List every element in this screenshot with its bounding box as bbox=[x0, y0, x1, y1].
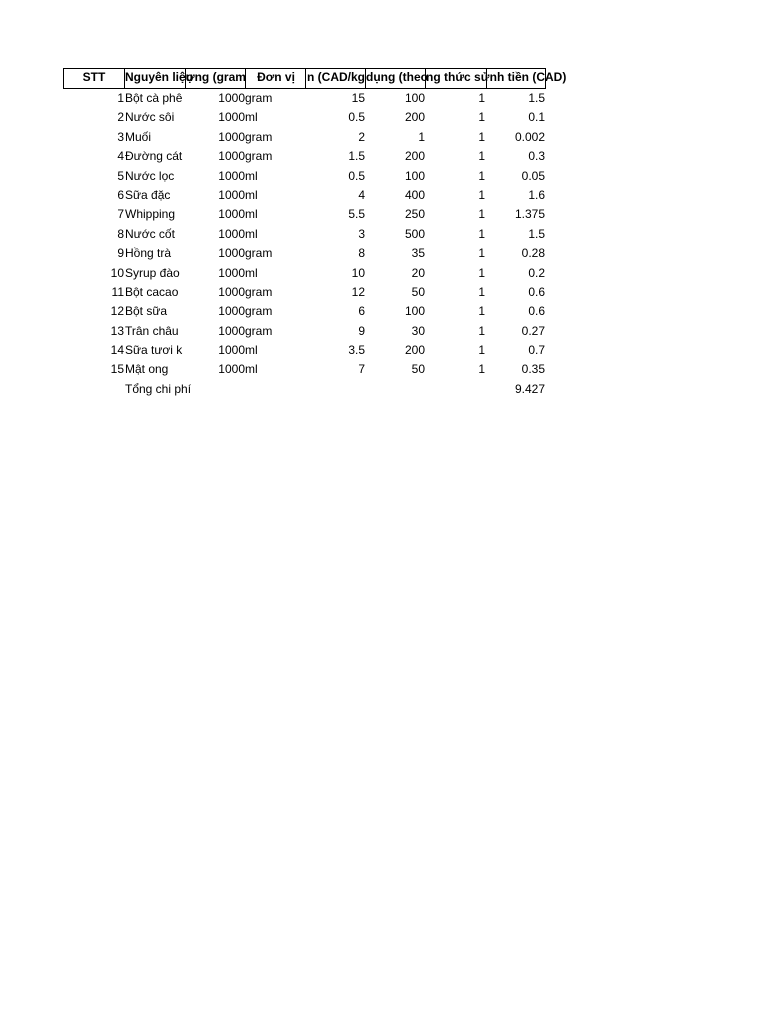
cell-cost: 1.5 bbox=[528, 91, 545, 105]
table-row bbox=[63, 108, 563, 127]
cell-price: 15 bbox=[351, 91, 365, 105]
cell-usage: 100 bbox=[404, 91, 425, 105]
cell-multiplier: 1 bbox=[478, 110, 485, 125]
cell-usage: 100 bbox=[404, 304, 425, 319]
cell-cost: 1.5 bbox=[528, 226, 545, 241]
cell-quantity: 1000 bbox=[218, 226, 245, 241]
cell-cost: 0.7 bbox=[528, 343, 545, 358]
cell-stt: 15 bbox=[110, 362, 124, 377]
cell-usage: 200 bbox=[404, 110, 425, 125]
cell-ingredient: Bột cà phê bbox=[125, 91, 183, 105]
table-row bbox=[63, 186, 563, 205]
cell-cost: 0.2 bbox=[528, 265, 545, 280]
cell-quantity: 1000 bbox=[218, 304, 245, 319]
cell-stt: 12 bbox=[110, 304, 124, 319]
cell-multiplier: 1 bbox=[478, 226, 485, 241]
header-multiplier: ng thức sử bbox=[425, 69, 487, 88]
cell-price: 7 bbox=[358, 362, 365, 377]
table-row bbox=[63, 167, 563, 186]
cell-unit: gram bbox=[245, 284, 273, 299]
cell-ingredient: Muối bbox=[125, 129, 152, 144]
cell-ingredient: Mật ong bbox=[125, 362, 169, 377]
total-value: 9.427 bbox=[514, 381, 545, 396]
cell-unit: ml bbox=[245, 168, 258, 183]
cell-cost: 0.35 bbox=[521, 362, 545, 377]
cell-ingredient: Bột sữa bbox=[125, 304, 168, 319]
cell-unit: gram bbox=[245, 246, 273, 261]
cell-multiplier: 1 bbox=[478, 284, 485, 299]
cell-stt: 7 bbox=[117, 207, 124, 222]
table-row bbox=[63, 360, 563, 379]
total-label: Tổng chi phí bbox=[125, 381, 192, 396]
cell-price: 1.5 bbox=[348, 149, 365, 164]
cell-multiplier: 1 bbox=[478, 129, 485, 144]
header-price: n (CAD/kg bbox=[305, 69, 366, 88]
cell-unit: gram bbox=[245, 304, 273, 319]
cell-ingredient: Sữa đặc bbox=[125, 187, 171, 202]
cell-usage: 30 bbox=[411, 323, 425, 338]
table-header bbox=[63, 68, 567, 89]
cell-unit: gram bbox=[245, 323, 273, 338]
cell-ingredient: Nước sôi bbox=[125, 110, 175, 125]
cell-multiplier: 1 bbox=[478, 91, 485, 105]
cell-unit: ml bbox=[245, 207, 258, 222]
cell-price: 12 bbox=[351, 284, 365, 299]
cell-multiplier: 1 bbox=[478, 207, 485, 222]
total-row bbox=[63, 380, 563, 399]
table-row bbox=[63, 225, 563, 244]
table-row bbox=[63, 205, 563, 224]
cell-cost: 1.375 bbox=[514, 207, 545, 222]
cell-multiplier: 1 bbox=[478, 187, 485, 202]
cell-quantity: 1000 bbox=[218, 187, 245, 202]
cell-usage: 35 bbox=[411, 246, 425, 261]
cell-multiplier: 1 bbox=[478, 168, 485, 183]
cell-unit: ml bbox=[245, 187, 258, 202]
cell-usage: 1 bbox=[418, 129, 425, 144]
cell-stt: 14 bbox=[110, 343, 124, 358]
cell-stt: 11 bbox=[111, 284, 124, 299]
cell-unit: ml bbox=[245, 343, 258, 358]
table-row bbox=[63, 147, 563, 166]
cell-multiplier: 1 bbox=[478, 362, 485, 377]
cell-usage: 20 bbox=[411, 265, 425, 280]
cell-cost: 0.05 bbox=[521, 168, 545, 183]
table-row bbox=[63, 89, 563, 108]
cell-cost: 1.6 bbox=[528, 187, 545, 202]
cell-unit: gram bbox=[245, 91, 273, 105]
cell-multiplier: 1 bbox=[478, 246, 485, 261]
cell-usage: 500 bbox=[404, 226, 425, 241]
table-row bbox=[63, 128, 563, 147]
cell-ingredient: Syrup đào bbox=[125, 265, 180, 280]
cell-multiplier: 1 bbox=[478, 149, 485, 164]
cell-price: 3 bbox=[358, 226, 365, 241]
table-row bbox=[63, 264, 563, 283]
cost-table bbox=[63, 68, 567, 399]
cell-stt: 13 bbox=[110, 323, 124, 338]
cell-price: 6 bbox=[358, 304, 365, 319]
table-row bbox=[63, 302, 563, 321]
cell-price: 8 bbox=[358, 246, 365, 261]
cell-ingredient: Nước lọc bbox=[125, 168, 175, 183]
header-unit: Đơn vị bbox=[245, 69, 306, 88]
cell-price: 5.5 bbox=[348, 207, 365, 222]
cell-stt: 3 bbox=[117, 129, 124, 144]
cell-ingredient: Bột cacao bbox=[125, 284, 179, 299]
cell-price: 9 bbox=[358, 323, 365, 338]
cell-ingredient: Hồng trà bbox=[125, 246, 172, 261]
cell-unit: ml bbox=[245, 265, 258, 280]
cell-price: 2 bbox=[358, 129, 365, 144]
cell-stt: 9 bbox=[117, 246, 124, 261]
cell-cost: 0.6 bbox=[528, 304, 545, 319]
table-row bbox=[63, 283, 563, 302]
table-row bbox=[63, 244, 563, 263]
header-cost: nh tiền (CAD) bbox=[486, 69, 569, 88]
cell-stt: 6 bbox=[117, 187, 124, 202]
cell-quantity: 1000 bbox=[218, 129, 245, 144]
cell-ingredient: Trân châu bbox=[125, 323, 179, 338]
table-row bbox=[63, 322, 563, 341]
cell-usage: 200 bbox=[404, 343, 425, 358]
cell-quantity: 1000 bbox=[218, 91, 245, 105]
cell-ingredient: Whipping bbox=[125, 207, 176, 222]
cell-usage: 200 bbox=[404, 149, 425, 164]
cell-usage: 100 bbox=[404, 168, 425, 183]
cell-price: 10 bbox=[351, 265, 365, 280]
cell-multiplier: 1 bbox=[478, 304, 485, 319]
cell-quantity: 1000 bbox=[218, 362, 245, 377]
cell-cost: 0.1 bbox=[528, 110, 545, 125]
cell-usage: 50 bbox=[411, 362, 425, 377]
header-stt: STT bbox=[82, 70, 106, 84]
cell-stt: 2 bbox=[117, 110, 124, 125]
cell-usage: 400 bbox=[404, 187, 425, 202]
cell-quantity: 1000 bbox=[218, 343, 245, 358]
cell-ingredient: Đường cát bbox=[125, 149, 183, 164]
cell-cost: 0.27 bbox=[521, 323, 545, 338]
cell-ingredient: Nước cốt bbox=[125, 226, 175, 241]
cell-price: 0.5 bbox=[348, 168, 365, 183]
cell-quantity: 1000 bbox=[218, 246, 245, 261]
cell-quantity: 1000 bbox=[218, 207, 245, 222]
cell-usage: 50 bbox=[411, 284, 425, 299]
cell-unit: ml bbox=[245, 110, 258, 125]
cell-price: 3.5 bbox=[348, 343, 365, 358]
cell-multiplier: 1 bbox=[478, 343, 485, 358]
cell-quantity: 1000 bbox=[218, 265, 245, 280]
cell-quantity: 1000 bbox=[218, 168, 245, 183]
cell-cost: 0.3 bbox=[528, 149, 545, 164]
cell-stt: 1 bbox=[117, 91, 124, 105]
cell-cost: 0.002 bbox=[514, 129, 545, 144]
cell-multiplier: 1 bbox=[478, 265, 485, 280]
cell-stt: 4 bbox=[117, 149, 124, 164]
cell-quantity: 1000 bbox=[218, 323, 245, 338]
header-quantity: ợng (gram bbox=[185, 69, 246, 88]
cell-unit: ml bbox=[245, 362, 258, 377]
header-usage: dụng (theo bbox=[365, 69, 426, 88]
cell-multiplier: 1 bbox=[478, 323, 485, 338]
cell-quantity: 1000 bbox=[218, 110, 245, 125]
table-row bbox=[63, 341, 563, 360]
cell-cost: 0.28 bbox=[521, 246, 545, 261]
cell-cost: 0.6 bbox=[528, 284, 545, 299]
cell-quantity: 1000 bbox=[218, 149, 245, 164]
table-body bbox=[63, 89, 563, 380]
cell-unit: ml bbox=[245, 226, 258, 241]
cell-ingredient: Sữa tươi k bbox=[125, 343, 183, 358]
header-name: Nguyên liệu bbox=[124, 69, 186, 88]
cell-unit: gram bbox=[245, 129, 273, 144]
cell-usage: 250 bbox=[404, 207, 425, 222]
cell-unit: gram bbox=[245, 149, 273, 164]
cell-quantity: 1000 bbox=[218, 284, 245, 299]
cell-price: 4 bbox=[358, 187, 365, 202]
cell-stt: 8 bbox=[117, 226, 124, 241]
cell-stt: 10 bbox=[110, 265, 124, 280]
cell-stt: 5 bbox=[117, 168, 124, 183]
cell-price: 0.5 bbox=[348, 110, 365, 125]
